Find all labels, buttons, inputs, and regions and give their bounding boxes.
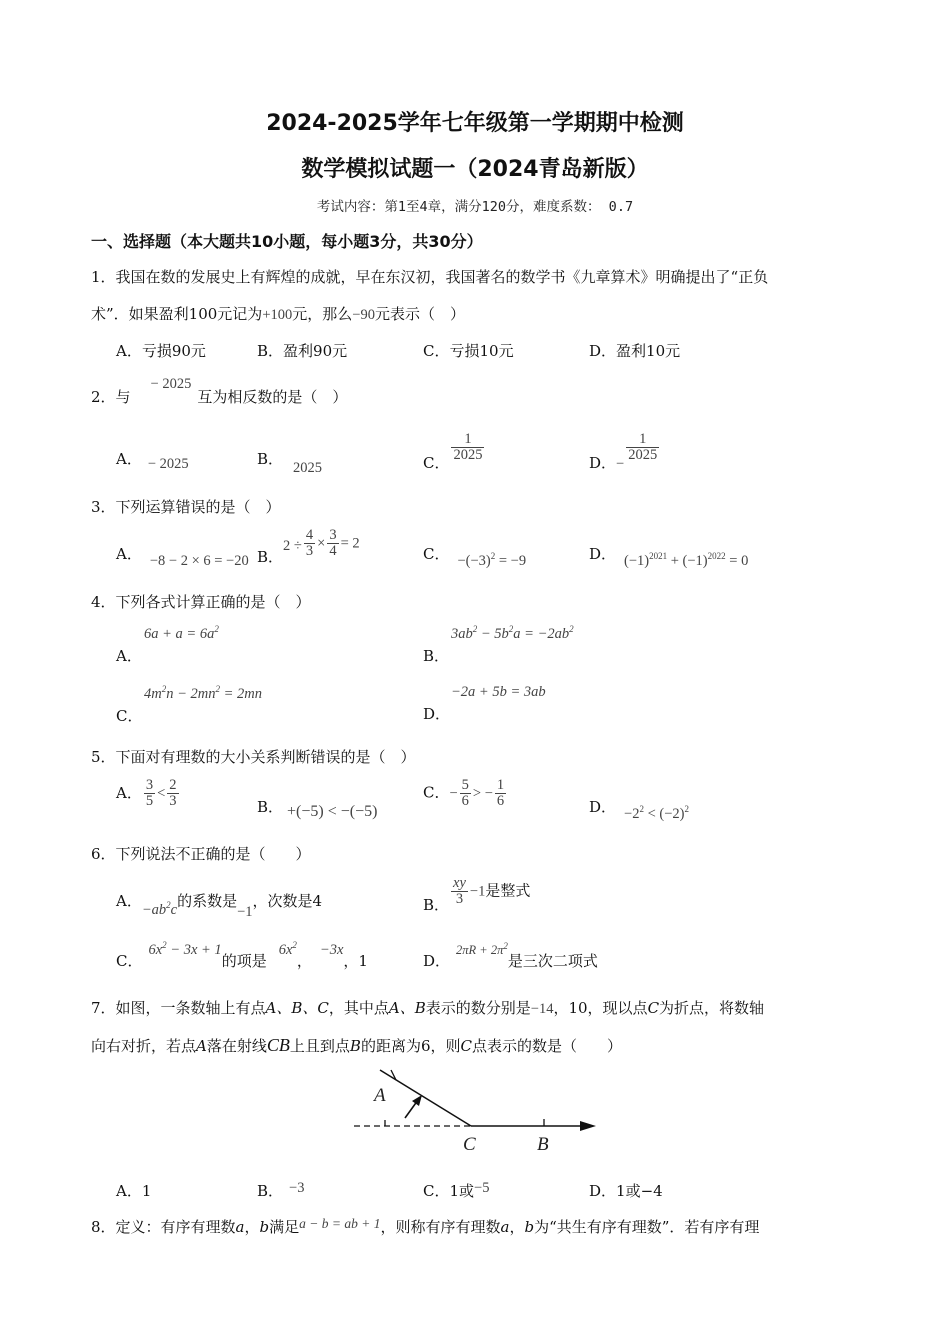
axis-arrowhead [580,1121,596,1131]
q4-d-label: D． [423,705,451,723]
q5-b-label: B． [257,798,284,816]
q1-text: 元，那么 [292,305,353,323]
q6-b-label: B． [423,895,450,914]
q4-b-math: $3ab^2 - 5b^2a = -2ab^2$ [451,624,574,642]
rotation-arrowhead [412,1095,422,1106]
q7-c-math: −5 [474,1180,490,1196]
q4-c-math: $4m^2n - 2mn^2 = 2mn$ [144,684,263,702]
q6-a-text: 的系数是 [177,892,238,910]
q6-c-math: $6x^2 - 3x + 1$ [148,940,222,958]
q3-b-frac1: $\frac{4}{3}$ [305,527,314,560]
q8-var-a: a [235,1218,245,1236]
exam-subtitle: 数学模拟试题一（2024青岛新版） [301,157,649,182]
q6-c-text: 的项是 [221,952,267,970]
q5-c-label: C． [423,783,450,802]
q1-math: +100 [262,307,293,323]
q5-c-op: > − [472,785,493,802]
q8-text: 8．定义：有序有理数 [91,1218,236,1236]
q8-comma: ， [244,1218,260,1236]
q7-option-c[interactable] [423,1180,489,1201]
q2-text: 2．与 [91,388,131,406]
q2-d-fraction: $\frac{1}{2025}$ [628,431,658,464]
q7-option-a[interactable]: A．1 [116,1182,152,1200]
exam-info: 考试内容：第1至4章，满分120分，难度系数： 0.7 [316,199,634,215]
question-6: 6．下列说法不正确的是（ ） [91,845,311,863]
q8-var-b: b [524,1218,535,1236]
q4-c-label: C． [116,706,143,725]
q2-a-math: − 2025 [147,456,189,472]
q7-text: 为折点，将数轴 [659,999,765,1017]
q2-d-label: D． [589,453,617,472]
q6-c-text: ，1 [343,952,368,970]
q1-option-a[interactable]: A．亏损90元 [116,342,206,360]
q7-text: 表示的数分别是 [425,999,531,1017]
q3-d-math: $(-1)^{2021} + (-1)^{2022} = 0$ [624,551,749,569]
q6-d-label: D． [423,952,451,970]
q2-b-math: 2025 [293,460,323,476]
question-3: 3．下列运算错误的是（ ） [91,498,281,516]
q4-a-label: A． [116,646,142,665]
q5-option-a[interactable] [116,778,181,809]
label-a: A [374,1085,386,1106]
q2-b-label: B． [257,450,284,468]
q3-a-label: A． [116,545,142,563]
q7-text: 落在射线 [206,1037,267,1055]
q1-option-c[interactable]: C．亏损10元 [423,342,514,360]
q3-a-math: −8 − 2 × 6 = −20 [149,553,249,569]
q5-option-c[interactable] [423,778,508,809]
q3-option-c[interactable] [423,543,527,569]
q1-option-d[interactable]: D．盈利10元 [589,342,681,360]
q8-var-b: b [259,1218,270,1236]
q3-option-a[interactable] [116,543,249,569]
q6-d-math: 2πR + 2π2 [456,940,508,957]
q3-option-b[interactable] [257,527,360,566]
q4-d-math: −2a + 5b = 3ab [451,684,546,700]
q8-comma: ， [509,1218,525,1236]
q7-option-d[interactable]: D．1或−4 [589,1182,663,1200]
q8-math: a − b = ab + 1 [299,1216,381,1231]
q7-b-label: B． [257,1182,284,1200]
q8-text: 为“共生有序有理数”．若有序有理 [534,1218,760,1236]
q2-math: − 2025 [150,376,192,392]
q3-c-label: C． [423,545,450,563]
question-2 [91,376,881,407]
q4-option-c[interactable] [116,684,262,726]
q3-b-frac2: $\frac{3}{4}$ [329,527,337,560]
q7-ray: CB [266,1035,290,1055]
q2-option-b[interactable] [257,448,323,476]
q6-a-math: $-ab^2c$ [141,900,178,918]
q6-c-text: ， [296,952,312,970]
q3-b-times: × [317,535,326,552]
q7-point: A [196,1037,207,1055]
q6-b-frac: $\frac{xy}{3}$ [453,875,466,908]
q1-option-b[interactable]: B．盈利90元 [257,342,348,360]
question-7-line-1 [91,997,881,1018]
q5-a-label: A． [116,783,142,802]
q2-text: 互为相反数的是（ ） [197,388,348,406]
q2-option-d[interactable] [589,431,661,472]
q5-option-b[interactable] [257,796,378,820]
q8-var-a: a [500,1218,510,1236]
q6-c-term1: $6x^2$ [278,940,297,958]
q7-math: −14 [530,1001,554,1017]
q6-a-label: A． [116,892,142,910]
q7-points: A、B [388,999,426,1017]
q5-d-label: D． [589,798,617,816]
q7-text: 向右对折，若点 [91,1037,197,1055]
q6-d-text: 是三次二项式 [507,952,598,970]
exam-title: 2024-2025学年七年级第一学期期中检测 [266,111,684,136]
q7-text: 的距离为6，则 [360,1037,461,1055]
q3-b-label: B． [257,547,284,566]
q4-option-d[interactable] [423,684,546,724]
q8-text: 满足 [269,1218,300,1236]
q2-c-label: C． [423,453,450,472]
question-1-line-1: 1．我国在数的发展史上有辉煌的成就，早在东汉初，我国著名的数学书《九章算术》明确提出了“正负 [91,268,769,286]
q4-option-a[interactable] [116,624,219,666]
q2-option-a[interactable] [116,448,189,472]
q7-text: 点表示的数是（ ） [471,1037,622,1055]
q5-d-math: $-2^2 < (-2)^2$ [624,804,689,822]
q1-text: 元表示（ ） [374,305,465,323]
q7-text: ，其中点 [328,999,389,1017]
q3-c-math: $-(-3)^2 = -9$ [457,551,527,569]
q6-option-b[interactable] [423,875,531,914]
q5-a-op: < [157,785,166,802]
question-7-line-2 [91,1035,881,1056]
label-c: C [463,1134,476,1155]
q2-d-sign: − [616,455,625,472]
section-heading: 一、选择题（本大题共10小题，每小题3分，共30分） [91,232,483,251]
q3-b-result: = 2 [340,535,360,552]
q6-b-text: 是整式 [485,881,531,900]
rotated-part [380,1070,471,1126]
q5-a-frac1: $\frac{3}{5}$ [145,777,154,810]
q5-option-d[interactable] [589,796,689,822]
q2-c-fraction: $\frac{1}{2025}$ [453,431,483,464]
q5-c-sign: − [449,785,458,802]
q4-b-label: B． [423,646,450,665]
q6-c-term2: −3x [319,942,344,958]
q7-c-label: C．1或 [423,1182,475,1200]
q7-point: C [647,999,660,1017]
q3-b-math: 2 ÷ [283,537,302,554]
label-b: B [537,1134,549,1155]
q3-d-label: D． [589,545,617,563]
number-line-figure [340,1060,610,1160]
q7-option-b[interactable] [257,1180,304,1201]
question-1-line-2 [91,303,881,324]
q2-a-label: A． [116,450,142,468]
q6-option-c[interactable] [116,940,368,971]
question-8 [91,1216,881,1237]
q7-text: 7．如图，一条数轴上有点 [91,999,266,1017]
q5-c-frac1: $\frac{5}{6}$ [461,777,469,810]
q1-text: 术”．如果盈利100元记为 [91,305,263,323]
q6-option-a[interactable] [116,890,323,920]
q6-a-coef: −1 [237,904,253,920]
q7-point: C [460,1037,472,1055]
q3-option-d[interactable] [589,543,749,569]
q6-a-text: ，次数是4 [252,892,323,910]
q5-b-math: +(−5) < −(−5) [287,803,378,820]
q8-text: ，则称有序有理数 [380,1218,501,1236]
q7-text: ，10，现以点 [553,999,648,1017]
q4-option-b[interactable] [423,624,574,666]
q6-c-label: C． [116,952,143,970]
q5-a-frac2: $\frac{2}{3}$ [169,777,177,810]
question-5: 5．下面对有理数的大小关系判断错误的是（ ） [91,748,416,766]
q6-b-math: −1 [469,883,486,900]
q7-text: 上且到点 [289,1037,350,1055]
question-4: 4．下列各式计算正确的是（ ） [91,593,311,611]
q4-a-math: $6a + a = 6a^2$ [144,624,219,642]
q7-point: B [349,1037,361,1055]
q7-points: A、B、C [265,999,329,1017]
q2-option-c[interactable] [423,431,486,472]
q7-b-math: −3 [289,1180,305,1196]
q5-c-frac2: $\frac{1}{6}$ [496,777,505,810]
q1-math: −90 [352,307,375,323]
